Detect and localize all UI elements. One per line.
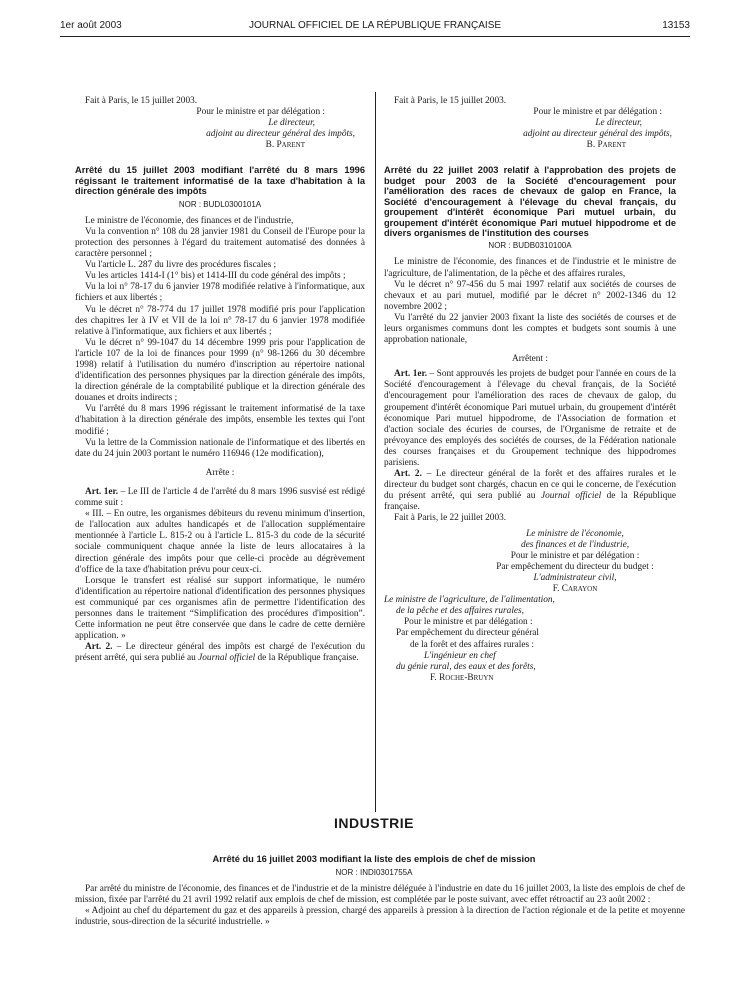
journal-reference: Journal officiel xyxy=(198,653,256,664)
article-2 xyxy=(384,469,676,513)
nor-reference: NOR : INDI0301755A xyxy=(335,868,413,877)
signature-line: Par empêchement du directeur du budget : xyxy=(496,561,654,572)
nor-reference: NOR : BUDL0300101A xyxy=(178,199,262,209)
paragraph: Vu l'arrêté du 8 mars 1996 régissant le traitement informatisé de la taxe d'habitation à la direction générale des impôts, ensemble les textes qui l'ont modifié ; xyxy=(75,404,365,437)
signature-line: de la pêche et des affaires rurales, xyxy=(396,606,524,617)
signature-name: B. Parent xyxy=(265,140,305,151)
paragraph: Le ministre de l'économie, des finances et de l'industrie, xyxy=(85,215,294,226)
signature-line: adjoint au directeur général des impôts, xyxy=(206,129,355,140)
paragraph: Vu la convention n° 108 du 28 janvier 1981 du Conseil de l'Europe pour la protection des personnes à l'égard du traitement automatisé des données à caractère personnel ; xyxy=(75,226,365,260)
nor-reference: NOR : BUDB0310100A xyxy=(488,241,572,251)
article-text: de la République française. xyxy=(384,491,676,513)
page-header xyxy=(60,20,690,36)
article-text: – Le directeur général de la forêt et des affaires rurales et le directeur du budget sont chargés, chacun en ce qui le concerne, de l'exécution du présent arrêté, qui sera publié au xyxy=(384,469,676,502)
article-text: de la République française. xyxy=(255,653,359,664)
signature-line: Le directeur, xyxy=(268,118,315,129)
journal-reference: Journal officiel xyxy=(540,491,602,502)
arretent-heading: Arrêtent : xyxy=(512,354,548,365)
right-column xyxy=(384,96,676,684)
signature-place: Fait à Paris, le 22 juillet 2003. xyxy=(394,513,507,524)
column-divider xyxy=(375,92,376,812)
paragraph: Le ministre de l'économie, des finances et de l'industrie et le ministre de l'agriculture, de l'alimentation, de la pêche et des affaires rurales, xyxy=(384,257,676,279)
paragraph: Vu le décret n° 78-774 du 17 juillet 1978 modifié pris pour l'application des chapitres Ier à IV et VII de la loi n° 78-17 du 6 janvier 1978 modifiée relative à l'informatique, aux fichiers et aux libertés ; xyxy=(75,304,365,337)
section-heading: INDUSTRIE xyxy=(334,815,414,831)
article-text: – Le directeur général des impôts est chargé de l'exécution du présent arrêté, qui sera publié au xyxy=(75,642,365,664)
signature-line: des finances et de l'industrie, xyxy=(520,539,630,550)
signature-line: L'administrateur civil, xyxy=(533,572,617,583)
issue-date: 1er août 2003 xyxy=(60,20,122,31)
paragraph: Vu la lettre de la Commission nationale de l'informatique et des libertés en date du 24 juin 2003 portant le numéro 116946 (12e modification), xyxy=(75,437,365,459)
signature-line: Pour le ministre et par délégation : xyxy=(196,107,325,118)
article-text: – Le III de l'article 4 de l'arrêté du 8 mars 1996 susvisé est rédigé comme suit : xyxy=(75,486,365,509)
signature-line: Par empêchement du directeur général xyxy=(396,628,539,639)
left-column xyxy=(75,96,365,664)
paragraph: Vu l'article L. 287 du livre des procédures fiscales ; xyxy=(85,260,277,271)
article-text: – Sont approuvés les projets de budget pour l'année en cours de la Société d'encouragement à l'élevage du cheval français, de la Société d'encouragement pour l'amélioration des races de chevaux de galop, du groupement d'intérêt économique Pari mutuel urbain, du groupement d'intérêt économique Pari mutuel hippodrome, de l'Association de formation et d'action sociale des écuries de courses, de l'Organisme de retraite et de prévoyance des employés des sociétés de courses, de la Fédération nationale des courses françaises et du Groupement technique des hippodromes parisiens. xyxy=(384,369,676,468)
decree-title: Arrêté du 22 juillet 2003 relatif à l'approbation des projets de budget pour 2003 de la Société d'encouragement pour l'amélioration des races de chevaux de galop en France, la Société d'encouragement à l'élevage du cheval français, du groupement d'intérêt économique Pari mutuel urbain, du groupement d'intérêt économique Pari mutuel hippodrome et de divers organismes de l'institution des courses xyxy=(384,165,676,238)
signature-line: Pour le ministre et par délégation : xyxy=(510,550,640,561)
signature-line: L'ingénieur en chef xyxy=(424,650,496,661)
paragraph: Par arrêté du ministre de l'économie, des finances et de l'industrie et de la ministre déléguée à l'industrie en date du 16 juillet 2003, la liste des emplois de chef de mission, fixée par l'arrêté du 21 avril 1992 relatif aux emplois de chef de mission, est complétée par le poste suivant, avec effet rétroactif au 23 août 2002 : xyxy=(75,884,685,906)
signature-line: Pour le ministre et par délégation : xyxy=(533,107,662,118)
arrete-heading: Arrête : xyxy=(205,467,235,478)
signature-line: adjoint au directeur général des impôts, xyxy=(523,129,672,140)
signature-line: Pour le ministre et par délégation : xyxy=(404,617,533,628)
quote-paragraph: « III. – En outre, les organismes débiteurs du revenu minimum d'insertion, de l'allocation aux adultes handicapés et de l'allocation supplémentaire mentionnée à l'article L. 815-2 ou à l'article L. 815-3 du code de la sécurité sociale communiquent chaque année la liste de leurs allocataires à la direction générale des impôts pour que celle-ci procède au dégrèvement d'office de la taxe d'habitation prévu pour ceux-ci. xyxy=(75,509,365,575)
article-2 xyxy=(75,642,365,664)
signature-name: B. Parent xyxy=(586,140,626,151)
journal-title: JOURNAL OFFICIEL DE LA RÉPUBLIQUE FRANÇAISE xyxy=(248,20,502,31)
decree-title: Arrêté du 16 juillet 2003 modifiant la liste des emplois de chef de mission xyxy=(212,854,536,864)
article-1 xyxy=(384,369,676,469)
paragraph: « Adjoint au chef du département du gaz et des appareils à pression, chargé des appareils à pression à la direction de l'action régionale et de la petite et moyenne industrie, sous-direction de la sécurité industrielle. » xyxy=(75,906,685,928)
page-number: 13153 xyxy=(662,20,690,31)
signature-line: Le ministre de l'économie, xyxy=(526,528,624,539)
decree-title: Arrêté du 15 juillet 2003 modifiant l'arrêté du 8 mars 1996 régissant le traitement informatisé de la taxe d'habitation à la direction générale des impôts xyxy=(75,165,365,197)
article-label: Art. 1er. xyxy=(85,486,119,497)
header-rule xyxy=(60,36,690,37)
article-1 xyxy=(75,487,365,509)
quote-paragraph: Lorsque le transfert est réalisé sur support informatique, le numéro d'identification au répertoire national d'identification des personnes physiques est communiqué par ces organismes afin de permettre l'identification des personnes dans le traitement “Simplification des procédures d'imposition”. Cette information ne peut être conservée que dans le cadre de cette dernière application. » xyxy=(75,575,365,642)
article-label: Art. 2. xyxy=(85,642,113,653)
signature-line: de la forêt et des affaires rurales : xyxy=(410,639,534,650)
signature-name: F. Roche-Bruyn xyxy=(430,672,494,683)
signature-place: Fait à Paris, le 15 juillet 2003. xyxy=(394,96,507,106)
industrie-body xyxy=(75,884,685,928)
signature-line: Le directeur, xyxy=(595,118,642,129)
article-label: Art. 1er. xyxy=(394,369,428,380)
signature-line: Le ministre de l'agriculture, de l'alimentation, xyxy=(384,595,555,606)
signature-place: Fait à Paris, le 15 juillet 2003. xyxy=(85,96,198,106)
signature-line: du génie rural, des eaux et des forêts, xyxy=(396,661,536,672)
article-label: Art. 2. xyxy=(394,469,422,480)
paragraph: Vu la loi n° 78-17 du 6 janvier 1978 modifiée relative à l'informatique, aux fichiers et aux libertés ; xyxy=(75,282,365,304)
signature-name: F. Carayon xyxy=(552,584,598,595)
paragraph: Vu le décret n° 97-456 du 5 mai 1997 relatif aux sociétés de courses de chevaux et au pari mutuel, modifié par le décret n° 2002-1346 du 12 novembre 2002 ; xyxy=(384,279,676,312)
paragraph: Vu le décret n° 99-1047 du 14 décembre 1999 pris pour l'application de l'article 107 de la loi de finances pour 1999 (n° 98-1266 du 30 décembre 1998) relatif à l'utilisation du numéro d'inscription au répertoire national d'identification des personnes physiques par la direction générale des impôts, la direction générale de la comptabilité publique et la direction générale des douanes et droits indirects ; xyxy=(75,337,365,404)
paragraph: Vu l'arrêté du 22 janvier 2003 fixant la liste des sociétés de courses et de leurs organismes communs dont les comptes et budgets sont soumis à une approbation nationale, xyxy=(384,312,676,346)
paragraph: Vu les articles 1414-I (1° bis) et 1414-III du code général des impôts ; xyxy=(85,271,346,282)
